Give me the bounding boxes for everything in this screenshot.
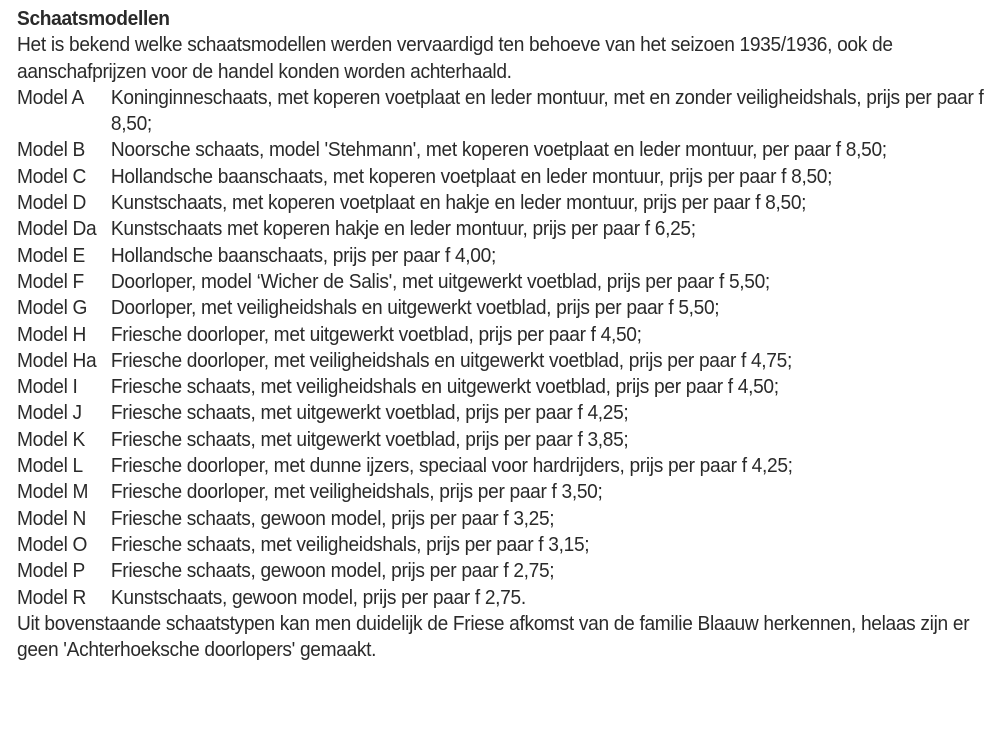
model-label: Model F (17, 269, 84, 293)
model-row (17, 374, 992, 400)
intro-paragraph: Het is bekend welke schaatsmodellen werden vervaardigd ten behoeve van het seizoen 1935/1936, ook de aanschafprijzen voor de handel konden worden achterhaald. (17, 33, 893, 83)
model-description: Friesche doorloper, met uitgewerkt voetblad, prijs per paar f 4,50; (110, 322, 642, 346)
model-row (17, 137, 992, 163)
model-label: Model E (17, 243, 85, 267)
model-label: Model O (17, 532, 88, 556)
model-row (17, 85, 992, 138)
document (17, 6, 992, 663)
model-description: Friesche schaats, met veiligheidshals, prijs per paar f 3,15; (110, 532, 590, 556)
model-description: Kunstschaats, met koperen voetplaat en hakje en leder montuur, prijs per paar f 8,50; (110, 191, 807, 215)
model-description: Kunstschaats met koperen hakje en leder montuur, prijs per paar f 6,25; (110, 217, 696, 241)
model-label: Model A (17, 85, 84, 109)
outro-paragraph: Uit bovenstaande schaatstypen kan men duidelijk de Friese afkomst van de familie Blaauw herkennen, helaas zijn er geen 'Achterhoeksche doorlopers' gemaakt. (17, 611, 970, 662)
model-description: Hollandsche baanschaats, prijs per paar f 4,00; (110, 243, 496, 267)
model-label: Model N (17, 506, 87, 530)
model-label: Model M (17, 480, 89, 504)
model-description: Friesche doorloper, met veiligheidshals en uitgewerkt voetblad, prijs per paar f 4,75; (110, 348, 792, 372)
model-description: Hollandsche baanschaats, met koperen voetplaat en leder montuur, prijs per paar f 8,50; (110, 164, 833, 188)
model-label: Model Ha (17, 348, 97, 372)
model-label: Model J (17, 401, 82, 425)
model-description: Noorsche schaats, model 'Stehmann', met koperen voetplaat en leder montuur, per paar f 8,50; (110, 138, 887, 162)
model-row (17, 558, 992, 584)
model-description: Doorloper, met veiligheidshals en uitgewerkt voetblad, prijs per paar f 5,50; (110, 296, 720, 320)
model-label: Model C (17, 164, 87, 188)
model-label: Model D (17, 191, 87, 215)
model-label: Model I (17, 375, 78, 399)
model-row (17, 532, 992, 558)
model-row (17, 453, 992, 479)
model-row (17, 427, 992, 453)
model-description: Doorloper, model ‘Wicher de Salis', met uitgewerkt voetblad, prijs per paar f 5,50; (110, 269, 770, 293)
model-row (17, 190, 992, 216)
model-description: Friesche schaats, gewoon model, prijs per paar f 3,25; (110, 506, 555, 530)
model-description: Friesche schaats, gewoon model, prijs per paar f 2,75; (110, 559, 555, 583)
model-row (17, 164, 992, 190)
model-description: Friesche doorloper, met veiligheidshals, prijs per paar f 3,50; (110, 480, 603, 504)
model-label: Model G (17, 296, 88, 320)
model-row (17, 348, 992, 374)
model-row (17, 479, 992, 505)
model-row (17, 585, 992, 611)
model-description: Friesche schaats, met uitgewerkt voetblad, prijs per paar f 4,25; (110, 401, 629, 425)
model-row (17, 216, 992, 242)
model-row (17, 243, 992, 269)
model-row (17, 269, 992, 295)
model-label: Model P (17, 559, 85, 583)
model-description: Kunstschaats, gewoon model, prijs per paar f 2,75. (110, 585, 526, 609)
model-row (17, 295, 992, 321)
model-row (17, 400, 992, 426)
model-label: Model B (17, 138, 85, 162)
model-label: Model L (17, 454, 83, 478)
model-label: Model Da (17, 217, 97, 241)
model-list (17, 85, 992, 611)
model-row (17, 506, 992, 532)
model-description: Friesche doorloper, met dunne ijzers, speciaal voor hardrijders, prijs per paar f 4,25; (110, 454, 793, 478)
model-description: Friesche schaats, met veiligheidshals en uitgewerkt voetblad, prijs per paar f 4,50; (110, 375, 779, 399)
document-title: Schaatsmodellen (17, 7, 170, 30)
model-label: Model H (17, 322, 87, 346)
model-description: Friesche schaats, met uitgewerkt voetblad, prijs per paar f 3,85; (110, 427, 629, 451)
model-label: Model K (17, 427, 85, 451)
model-label: Model R (17, 585, 87, 609)
model-description: Koninginneschaats, met koperen voetplaat en leder montuur, met en zonder veiligheidshals, prijs per paar f 8,50; (110, 85, 984, 136)
model-row (17, 322, 992, 348)
